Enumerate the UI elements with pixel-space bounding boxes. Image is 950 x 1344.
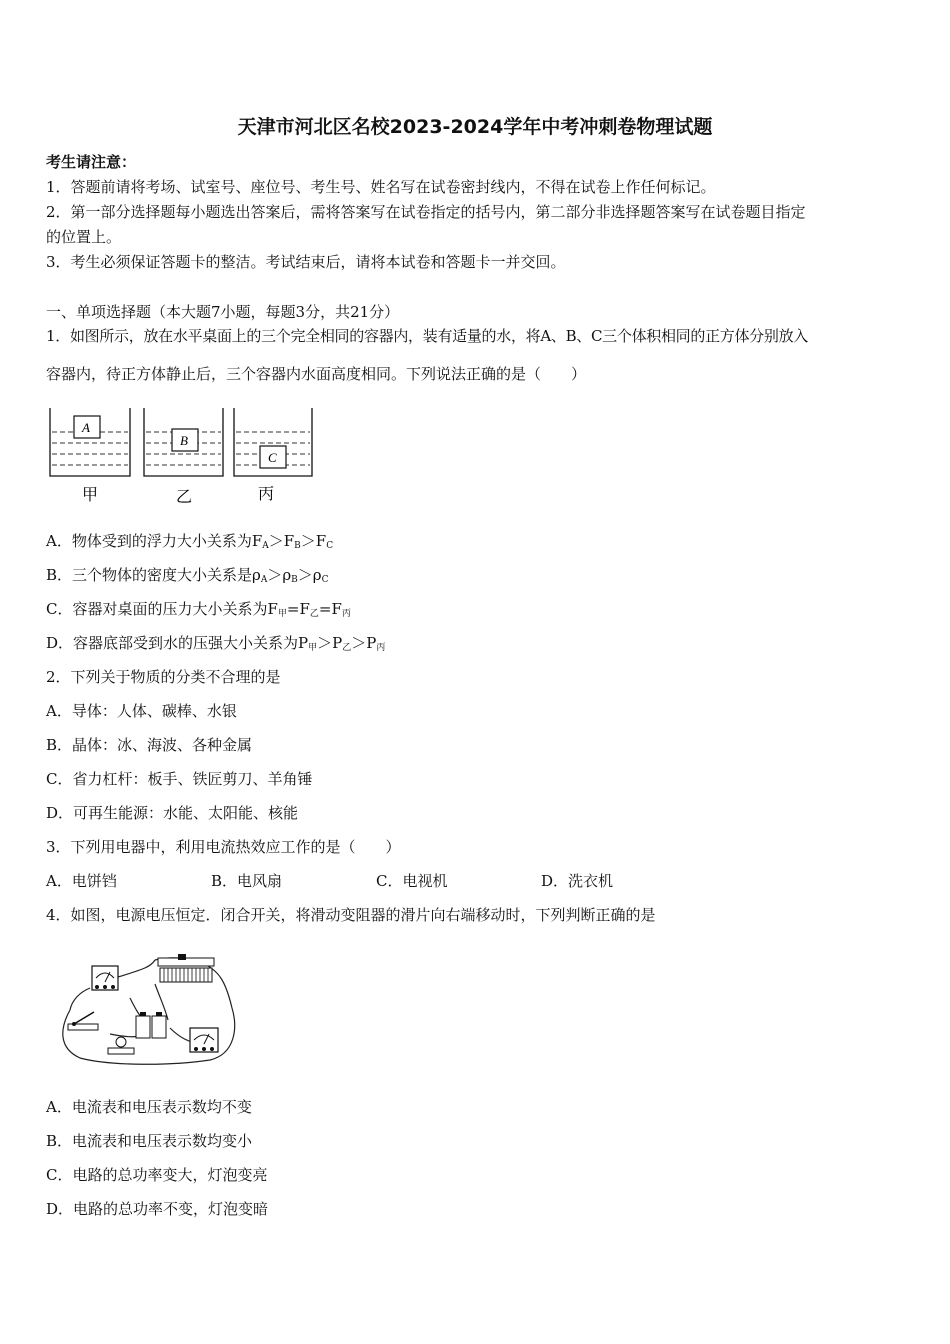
q1-option-d: D．容器底部受到水的压强大小关系为$P_甲>P_乙>P_丙$ (46, 634, 386, 653)
q4-option: D．电路的总功率不变，灯泡变暗 (46, 1200, 269, 1218)
q4-stem: 4．如图，电源电压恒定．闭合开关，将滑动变阻器的滑片向右端移动时，下列判断正确的是 (46, 906, 656, 924)
notice-item: 1．答题前请将考场、试室号、座位号、考生号、姓名写在试卷密封线内，不得在试卷上作任何标记。 (46, 178, 716, 196)
q4-option: A．电流表和电压表示数均不变 (46, 1098, 252, 1116)
rheostat-icon (158, 954, 214, 982)
q2-option: A．导体：人体、碳棒、水银 (46, 702, 237, 720)
bulb-icon (108, 1037, 134, 1054)
q1-containers-figure (44, 402, 324, 508)
q3-option: A．电饼铛 (46, 872, 117, 890)
q2-stem: 2．下列关于物质的分类不合理的是 (46, 668, 281, 686)
notice-item: 的位置上。 (46, 228, 122, 246)
q3-stem: 3．下列用电器中，利用电流热效应工作的是（ ） (46, 838, 401, 856)
q3-option: C．电视机 (376, 872, 448, 890)
q1-option-a: A．物体受到的浮力大小关系为$F_A>F_B>F_C$ (46, 532, 334, 551)
container-label: 甲 (82, 485, 99, 504)
block-b-label: B (180, 433, 188, 448)
container-label: 乙 (176, 487, 193, 506)
q4-option: C．电路的总功率变大，灯泡变亮 (46, 1166, 268, 1184)
section-heading: 一、单项选择题（本大题7小题，每题3分，共21分） (46, 303, 400, 321)
notice-heading: 考生请注意： (46, 153, 137, 171)
switch-icon (68, 1012, 98, 1030)
q1-stem: 1．如图所示，放在水平桌面上的三个完全相同的容器内，装有适量的水，将A、B、C三个体积相同的正方体分别放入 (46, 327, 808, 345)
block-c-label: C (268, 450, 277, 465)
q1-stem: 容器内，待正方体静止后，三个容器内水面高度相同。下列说法正确的是（ ） (46, 365, 587, 383)
container-label: 丙 (258, 484, 275, 503)
q1-option-c: C．容器对桌面的压力大小关系为$F_甲=F_乙=F_丙$ (46, 600, 351, 619)
q3-option: D．洗衣机 (541, 872, 614, 890)
q1-option-b: B．三个物体的密度大小关系是$\rho_A>\rho_B>\rho_C$ (46, 566, 329, 585)
meter-icon (92, 966, 118, 990)
q2-option: B．晶体：冰、海波、各种金属 (46, 736, 253, 754)
battery-icon (136, 1012, 166, 1038)
block-a-label: A (82, 420, 90, 435)
notice-item: 3．考生必须保证答题卡的整洁。考试结束后，请将本试卷和答题卡一并交回。 (46, 253, 566, 271)
q2-option: D．可再生能源：水能、太阳能、核能 (46, 804, 299, 822)
q4-circuit-figure (50, 948, 240, 1068)
q2-option: C．省力杠杆：板手、铁匠剪刀、羊角锤 (46, 770, 313, 788)
q3-option: B．电风扇 (211, 872, 283, 890)
q4-option: B．电流表和电压表示数均变小 (46, 1132, 253, 1150)
page-title: 天津市河北区名校2023-2024学年中考冲刺卷物理试题 (237, 116, 713, 138)
meter-icon (190, 1028, 218, 1052)
notice-item: 2．第一部分选择题每小题选出答案后，需将答案写在试卷指定的括号内，第二部分非选择题答案写在试卷题目指定 (46, 203, 806, 221)
